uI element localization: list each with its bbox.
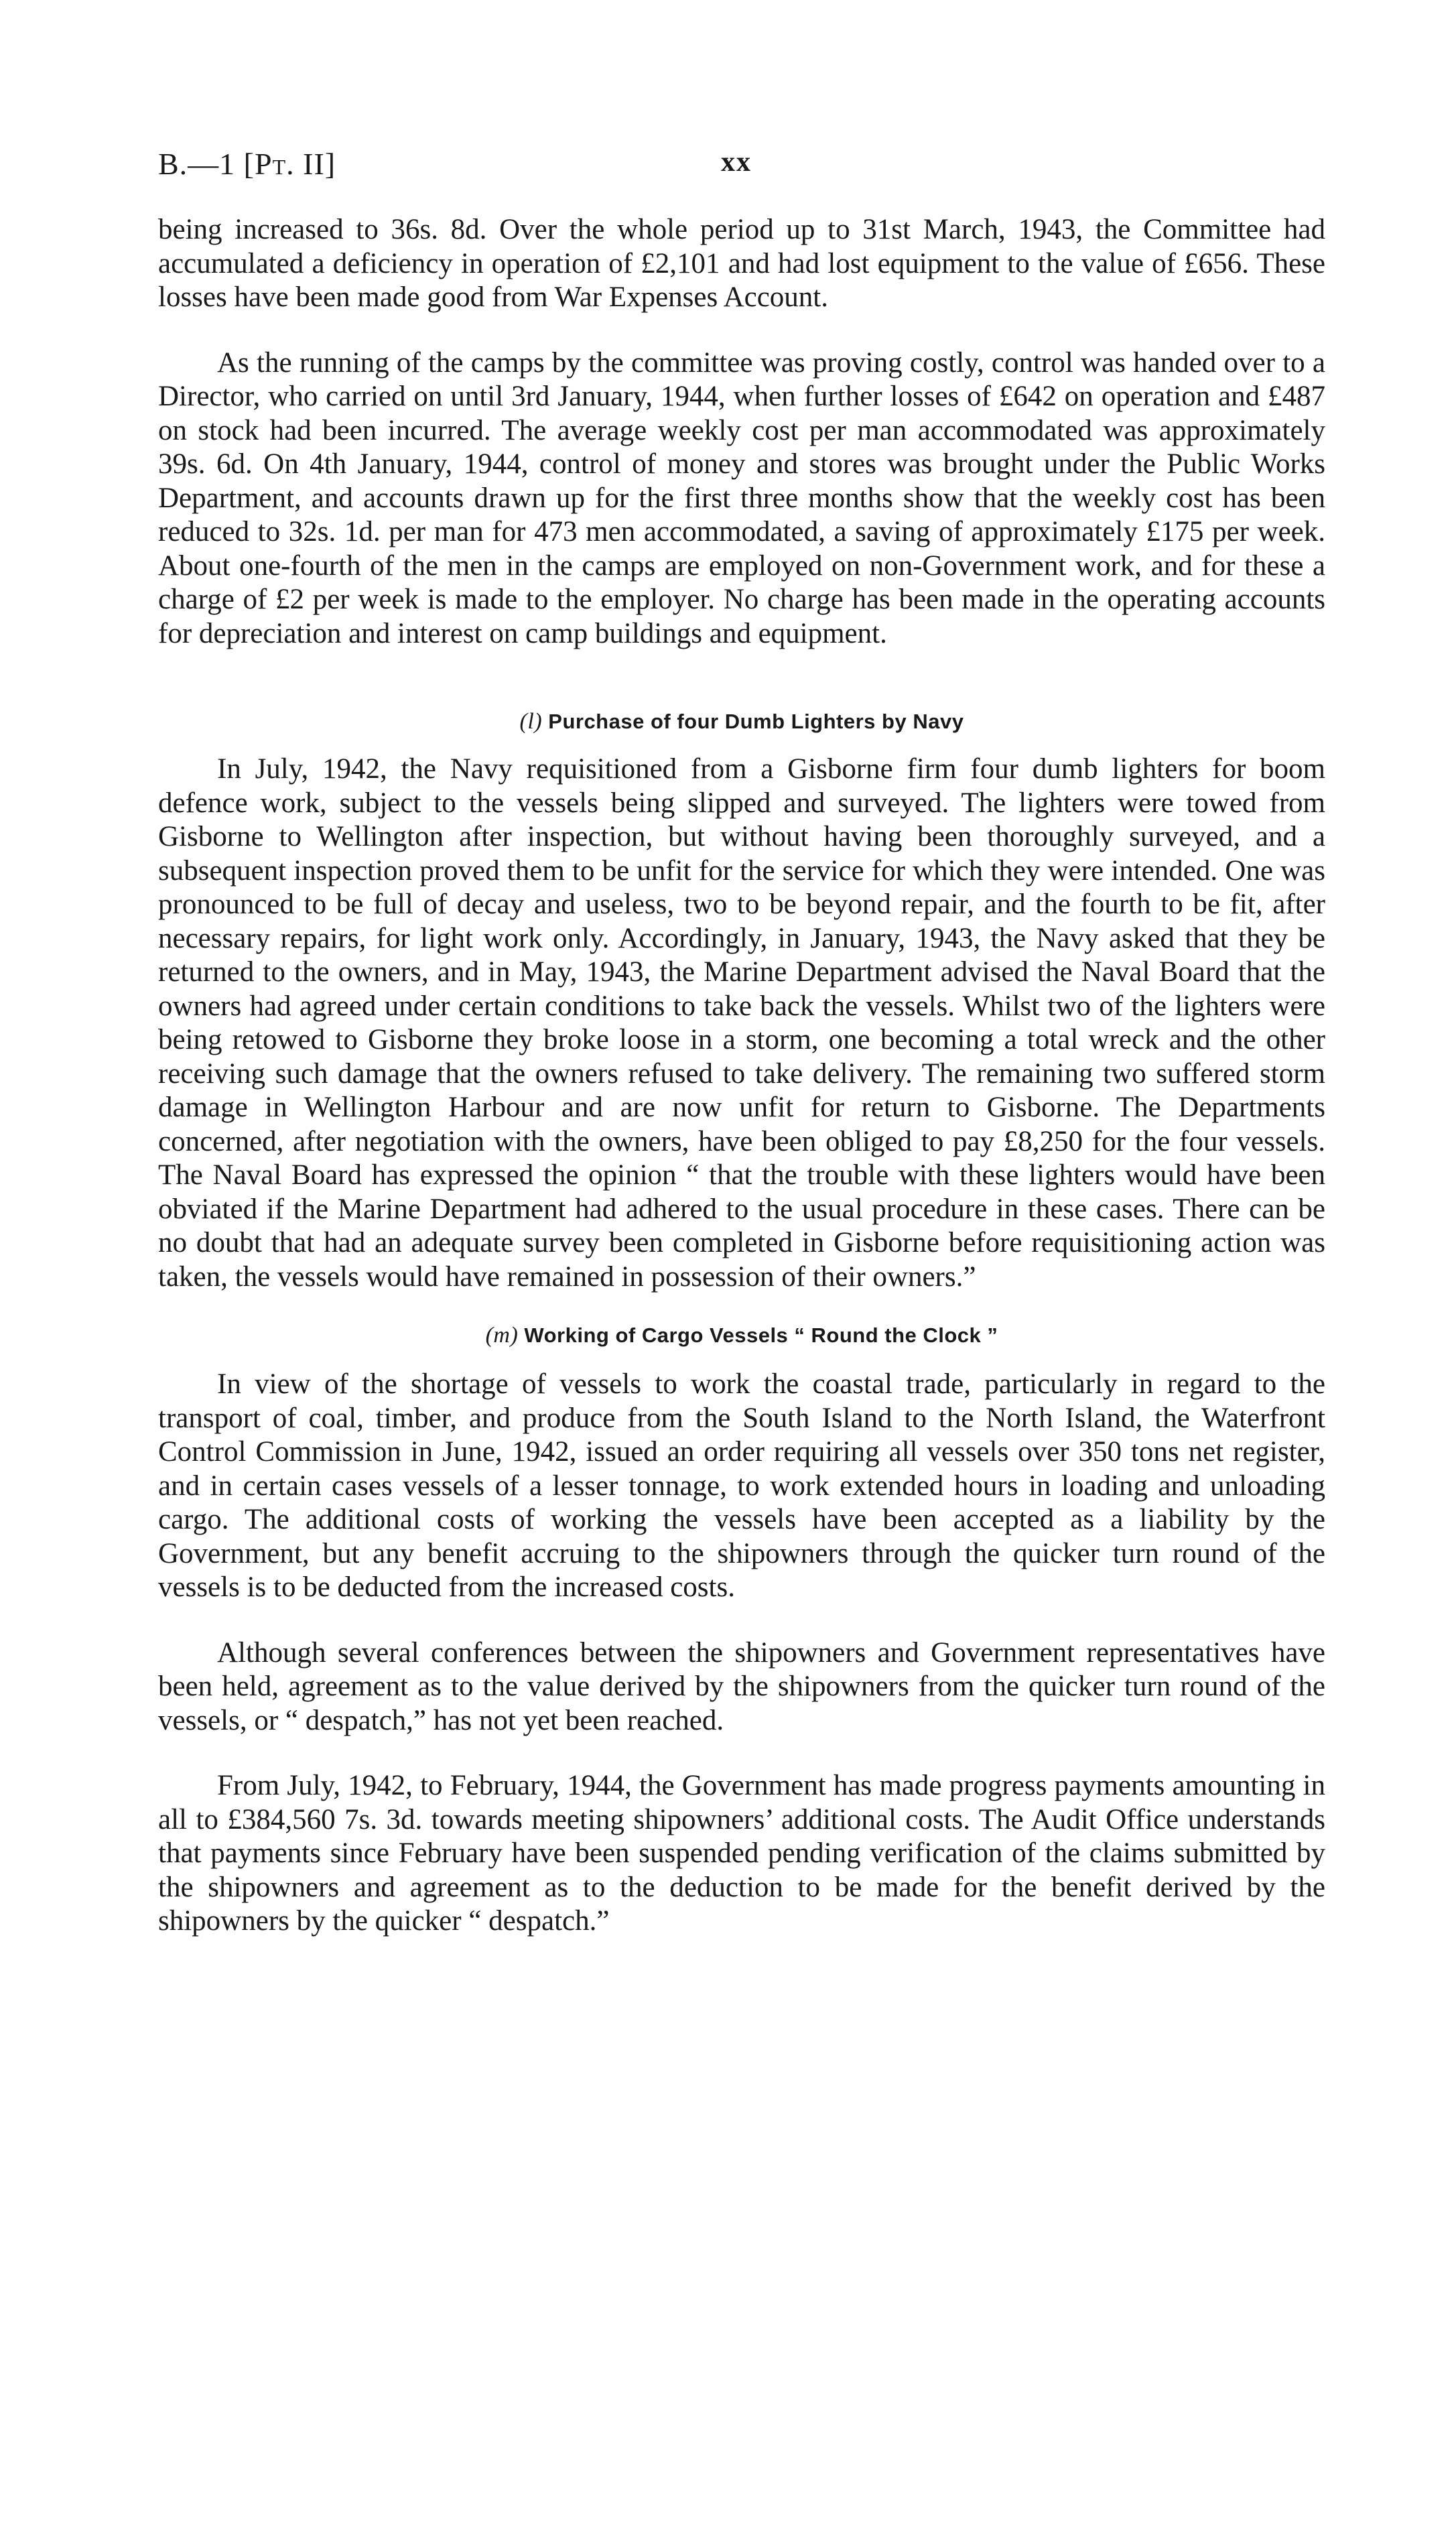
section-letter-m: (m) bbox=[485, 1323, 519, 1348]
page-ref-prefix: B.—1 [ bbox=[158, 147, 255, 181]
paragraph-camps-control: As the running of the camps by the committee was proving costly, control was handed over to a Director, who carried on until 3rd January, 1944, when further losses of £642 on operation and £487 on stock had been incurred. The average weekly cost per man accommodated was approximately 39s. 6d. On 4th January, 1944, control of money and stores was brought under the Public Works Department, and accounts drawn up for the first three months show that the weekly cost has been reduced to 32s. 1d. per man for 473 men accommodated, a saving of approximately £175 per week. About one-fourth of the men in the camps are employed on non-Government work, and for these a charge of £2 per week is made to the employer. No charge has been made in the operating accounts for depreciation and interest on camp buildings and equipment. bbox=[158, 346, 1325, 649]
paragraph-progress-payments: From July, 1942, to February, 1944, the Government has made progress payments amounting in all to £384,560 7s. 3d. towards meeting shipowners’ additional costs. The Audit Office understands that payments since February have been suspended pending verification of the claims submitted by the shipowners and agreement as to the deduction to be made for the benefit derived by the shipowners by the quicker “ despatch.” bbox=[158, 1770, 1325, 1937]
page-number: xx bbox=[721, 147, 752, 178]
page-ref-suffix: ] bbox=[324, 147, 336, 181]
body-text bbox=[158, 213, 1325, 1939]
paragraph-conferences: Although several conferences between the shipowners and Government representatives have been held, agreement as to the value derived by the shipowners from the quicker turn round of the vessels, or “ despatch,” has not yet been reached. bbox=[158, 1636, 1325, 1736]
page-ref-part: Pt. II bbox=[255, 147, 325, 181]
section-heading-l bbox=[158, 708, 1325, 735]
section-heading-m bbox=[158, 1322, 1325, 1349]
page-header bbox=[158, 146, 1311, 186]
paragraph-cargo-vessels: In view of the shortage of vessels to work the coastal trade, particularly in regard to the transport of coal, timber, and produce from the South Island to the North Island, the Waterfront Control Commission in June, 1942, issued an order requiring all vessels over 350 tons net register, and in certain cases vessels of a lesser tonnage, to work extended hours in loading and unloading cargo. The additional costs of working the vessels have been accepted as a liability by the Government, but any benefit accruing to the shipowners through the quicker turn round of the vessels is to be deducted from the increased costs. bbox=[158, 1368, 1325, 1603]
section-title-m: Working of Cargo Vessels “ Round the Clock ” bbox=[524, 1323, 998, 1347]
paragraph-continuation: being increased to 36s. 8d. Over the whole period up to 31st March, 1943, the Committee had accumulated a deficiency in operation of £2,101 and had lost equipment to the value of £656. These losses have been made good from War Expenses Account. bbox=[158, 214, 1325, 313]
paragraph-dumb-lighters: In July, 1942, the Navy requisitioned from a Gisborne firm four dumb lighters for boom defence work, subject to the vessels being slipped and surveyed. The lighters were towed from Gisborne to Wellington after inspection, but without having been thoroughly surveyed, and a subsequent inspection proved them to be unfit for the service for which they were intended. One was pronounced to be full of decay and useless, two to be beyond repair, and the fourth to be fit, after necessary repairs, for light work only. Accordingly, in January, 1943, the Navy asked that they be returned to the owners, and in May, 1943, the Marine Department advised the Naval Board that the owners had agreed under certain conditions to take back the vessels. Whilst two of the lighters were being retowed to Gisborne they broke loose in a storm, one becoming a total wreck and the other receiving such damage that the owners refused to take delivery. The remaining two suffered storm damage in Wellington Harbour and are now unfit for return to Gisborne. The Departments concerned, after negotiation with the owners, have been obliged to pay £8,250 for the four vessels. The Naval Board has expressed the opinion “ that the trouble with these lighters would have been obviated if the Marine Department had adhered to the usual procedure in these cases. There can be no doubt that had an adequate survey been completed in Gisborne before requisitioning action was taken, the vessels would have remained in possession of their owners.” bbox=[158, 753, 1325, 1293]
section-letter-l: (l) bbox=[519, 709, 543, 734]
section-title-l: Purchase of four Dumb Lighters by Navy bbox=[548, 710, 964, 733]
page-reference bbox=[158, 146, 336, 182]
